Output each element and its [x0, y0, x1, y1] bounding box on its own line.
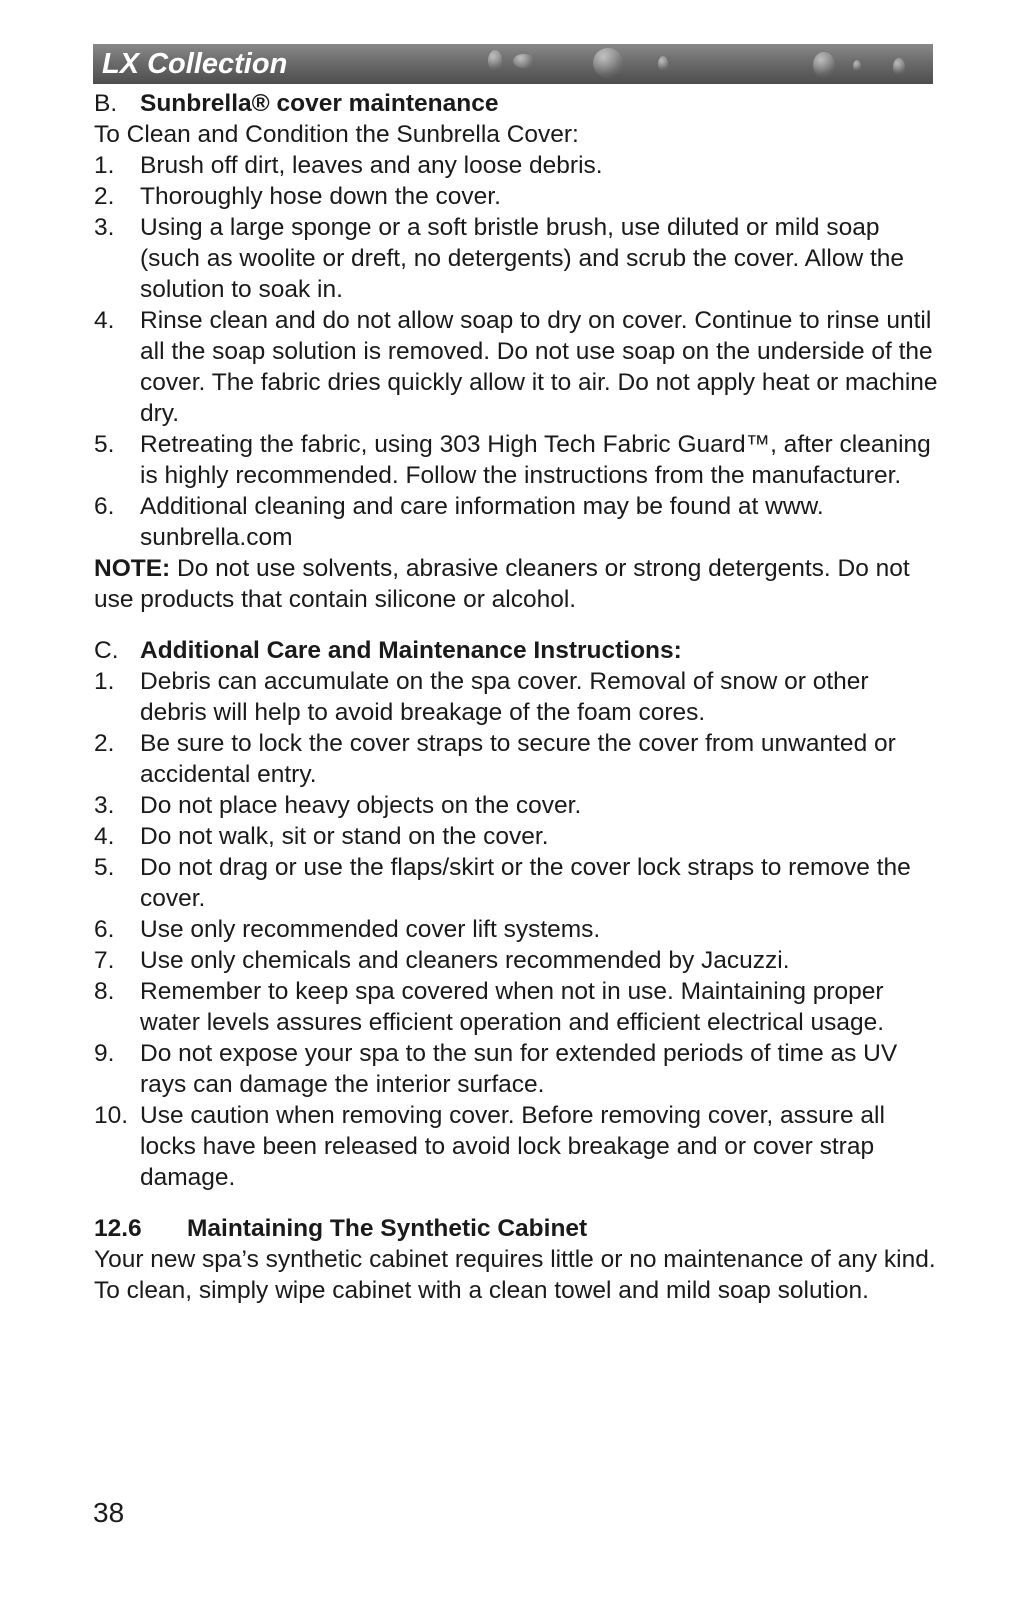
water-droplet-icon [488, 50, 502, 72]
item-number: 1. [94, 152, 115, 179]
list-item [94, 790, 939, 821]
water-droplet-icon [853, 60, 861, 72]
item-text: Do not place heavy objects on the cover. [140, 792, 582, 819]
list-item [94, 1038, 939, 1100]
item-text: Do not drag or use the flaps/skirt or the cover lock straps to remove the cover. [140, 854, 911, 912]
page-number: 38 [93, 1497, 125, 1528]
note-paragraph [94, 553, 939, 615]
item-text: Debris can accumulate on the spa cover. Removal of snow or other debris will help to avoid breakage of the foam cores. [140, 668, 869, 726]
list-item [94, 305, 939, 429]
list-item [94, 666, 939, 728]
item-number: 4. [94, 823, 115, 850]
item-text: Use caution when removing cover. Before removing cover, assure all locks have been released to avoid lock breakage and or cover strap damage. [140, 1102, 885, 1191]
list-item [94, 728, 939, 790]
list-item [94, 945, 939, 976]
item-text: Thoroughly hose down the cover. [140, 183, 501, 210]
header-banner [93, 44, 933, 84]
section-body: Your new spa’s synthetic cabinet requires little or no maintenance of any kind. To clean, simply wipe cabinet with a clean towel and mild soap solution. [94, 1246, 936, 1304]
item-number: 6. [94, 916, 115, 943]
water-droplet-icon [893, 58, 905, 76]
item-number: 9. [94, 1040, 115, 1067]
list-item [94, 914, 939, 945]
item-number: 4. [94, 307, 115, 334]
section-letter: B. [94, 90, 118, 117]
list-item [94, 852, 939, 914]
note-text: Do not use solvents, abrasive cleaners or strong detergents. Do not use products that contain silicone or alcohol. [94, 555, 910, 613]
item-number: 6. [94, 493, 115, 520]
collection-title: LX Collection [102, 48, 288, 80]
section-heading: Maintaining The Synthetic Cabinet [187, 1215, 588, 1242]
list-item [94, 429, 939, 491]
water-droplet-icon [593, 48, 623, 78]
item-text: Use only recommended cover lift systems. [140, 916, 601, 943]
list-item [94, 976, 939, 1038]
item-text: Additional cleaning and care information may be found at www. sunbrella.com [140, 493, 824, 551]
item-number: 2. [94, 730, 115, 757]
item-text: Do not walk, sit or stand on the cover. [140, 823, 549, 850]
item-number: 10. [94, 1102, 129, 1129]
list-item [94, 491, 939, 553]
item-number: 5. [94, 854, 115, 881]
section-number: 12.6 [94, 1215, 142, 1242]
section-intro: To Clean and Condition the Sunbrella Cover: [94, 121, 579, 148]
section-b-list [94, 150, 939, 553]
water-droplet-icon [813, 52, 835, 78]
list-item [94, 821, 939, 852]
item-number: 7. [94, 947, 115, 974]
item-number: 8. [94, 978, 115, 1005]
water-droplet-icon [513, 54, 535, 68]
section-heading: Additional Care and Maintenance Instructions: [140, 637, 682, 664]
list-item [94, 1100, 939, 1193]
item-text: Rinse clean and do not allow soap to dry on cover. Continue to rinse until all the soap solution is removed. Do not use soap on the underside of the cover. The fabric dries quickly allow it to air. Do not apply heat or machine dry. [140, 307, 938, 427]
item-number: 5. [94, 431, 115, 458]
item-number: 3. [94, 792, 115, 819]
item-text: Be sure to lock the cover straps to secure the cover from unwanted or accidental entry. [140, 730, 896, 788]
list-item [94, 212, 939, 305]
item-text: Use only chemicals and cleaners recommended by Jacuzzi. [140, 947, 790, 974]
note-label: NOTE: [94, 555, 171, 582]
section-heading: Sunbrella® cover maintenance [140, 90, 499, 117]
list-item [94, 181, 939, 212]
item-number: 3. [94, 214, 115, 241]
water-droplet-icon [658, 56, 668, 72]
section-c-list [94, 666, 939, 1193]
section-letter: C. [94, 637, 119, 664]
item-text: Retreating the fabric, using 303 High Tech Fabric Guard™, after cleaning is highly recommended. Follow the instructions from the manufacturer. [140, 431, 931, 489]
item-text: Do not expose your spa to the sun for extended periods of time as UV rays can damage the interior surface. [140, 1040, 898, 1098]
item-number: 2. [94, 183, 115, 210]
section-b-heading [94, 88, 939, 119]
item-text: Remember to keep spa covered when not in use. Maintaining proper water levels assures efficient operation and efficient electrical usage. [140, 978, 885, 1036]
item-text: Brush off dirt, leaves and any loose debris. [140, 152, 603, 179]
section-12-6-heading [94, 1213, 939, 1244]
section-c-heading [94, 635, 939, 666]
item-number: 1. [94, 668, 115, 695]
page-content [94, 88, 939, 1306]
item-text: Using a large sponge or a soft bristle brush, use diluted or mild soap (such as woolite or dreft, no detergents) and scrub the cover. Allow the solution to soak in. [140, 214, 904, 303]
list-item [94, 150, 939, 181]
